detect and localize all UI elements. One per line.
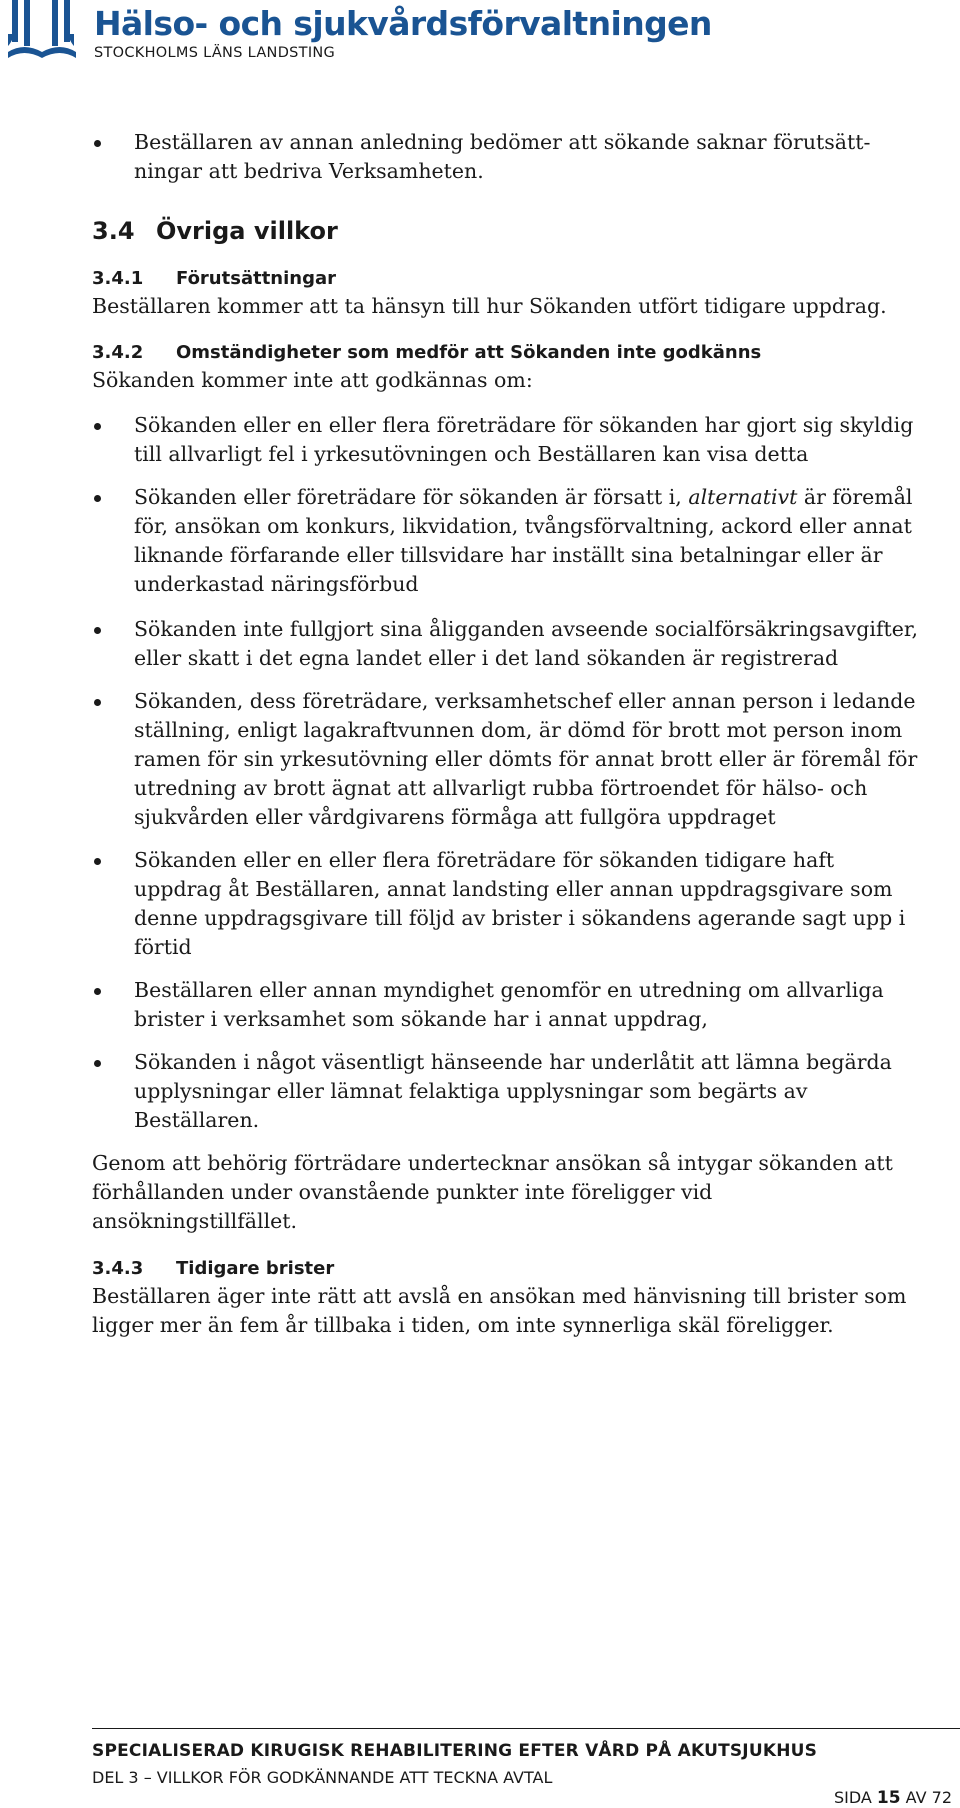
list-item-text: Sökanden eller företrädare för sökanden är försatt i, — [134, 485, 689, 509]
section-heading-3-4-2 — [92, 340, 922, 366]
page-total: 72 — [931, 1788, 952, 1807]
footer-divider — [92, 1728, 960, 1729]
section-number: 3.4.1 — [92, 268, 144, 289]
paragraph: Beställaren kommer att ta hänsyn till hur Sökanden utfört tidigare uppdrag. — [92, 294, 887, 318]
emphasized-text: alternativt — [688, 485, 798, 509]
section-heading-3-4-1 — [92, 266, 922, 292]
paragraph: Sökanden kommer inte att godkännas om: — [92, 368, 533, 392]
list-item: Sökanden, dess företrädare, verksamhetschef eller annan person i ledande ställning, enligt lagakraftvunnen dom, är dömd för brott mot person inom ramen för sin yrkesutövning eller dömts för annat brott eller är föremål för utredning av brott ägnat att allvarligt rubba förtroendet för hälso- och sjukvården eller vårdgivarens förmåga att fullgöra uppdraget — [92, 687, 922, 832]
page-current: 15 — [876, 1788, 901, 1808]
list-item: Beställaren eller annan myndighet genomför en utredning om allvarliga brister i verksamhet som sökande har i annat uppdrag, — [92, 976, 922, 1034]
paragraph: Genom att behörig förträdare undertecknar ansökan så intygar sökanden att förhållanden under ovanstående punkter inte föreligger vid ansökningstillfället. — [92, 1151, 893, 1233]
section-title: Tidigare brister — [176, 1258, 335, 1279]
landsting-logo-icon — [8, 0, 88, 64]
section-number: 3.4 — [92, 217, 135, 245]
page-separator: AV — [905, 1788, 927, 1807]
document-header — [0, 0, 960, 70]
section-heading-3-4-3 — [92, 1256, 922, 1282]
disqualification-list — [92, 411, 922, 1135]
list-item: Sökanden i något väsentligt hänseende har underlåtit att lämna begärda upplysningar eller lämnat felaktiga upplysningar som begärts av Beställaren. — [92, 1048, 922, 1135]
section-number: 3.4.3 — [92, 1258, 144, 1279]
section-number: 3.4.2 — [92, 342, 144, 363]
section-title: Övriga villkor — [156, 217, 338, 245]
organization-name: Hälso- och sjukvårdsförvaltningen — [94, 4, 712, 43]
list-item: Sökanden eller en eller flera företrädare för sökanden har gjort sig skyldig till allvarligt fel i yrkesutövningen och Beställaren kan visa detta — [92, 411, 922, 469]
list-item — [92, 483, 922, 599]
section-heading-3-4 — [92, 216, 922, 246]
footer-title: SPECIALISERAD KIRUGISK REHABILITERING EFTER VÅRD PÅ AKUTSJUKHUS — [92, 1741, 818, 1761]
section-title: Förutsättningar — [176, 268, 337, 289]
list-item: Sökanden inte fullgjort sina åligganden avseende socialförsäkringsavgifter, eller skatt i det egna landet eller i det land sökanden är registrerad — [92, 615, 922, 673]
page-number — [834, 1788, 952, 1808]
list-item-text: är föremål för, ansökan om konkurs, likvidation, tvångsförvaltning, ackord eller annat liknande förfarande eller tillsvidare har inställt sina betalningar eller är underkastad näringsförbud — [134, 485, 913, 596]
list-item: Beställaren av annan anledning bedömer att sökande saknar förutsätt-ningar att bedriva Verksamheten. — [92, 128, 922, 186]
document-body — [92, 128, 922, 1340]
footer-subtitle: DEL 3 – VILLKOR FÖR GODKÄNNANDE ATT TECKNA AVTAL — [92, 1768, 553, 1787]
paragraph: Beställaren äger inte rätt att avslå en ansökan med hänvisning till brister som ligger mer än fem år tillbaka i tiden, om inte synnerliga skäl föreligger. — [92, 1284, 907, 1337]
page-prefix: SIDA — [833, 1788, 872, 1807]
intro-bullet-list — [92, 128, 922, 186]
organization-subtitle: STOCKHOLMS LÄNS LANDSTING — [94, 45, 336, 61]
section-title: Omständigheter som medför att Sökanden inte godkänns — [176, 342, 762, 363]
list-item: Sökanden eller en eller flera företrädare för sökanden tidigare haft uppdrag åt Beställaren, annat landsting eller annan uppdragsgivare som denne uppdragsgivare till följd av brister i sökandens agerande sagt upp i förtid — [92, 846, 922, 962]
